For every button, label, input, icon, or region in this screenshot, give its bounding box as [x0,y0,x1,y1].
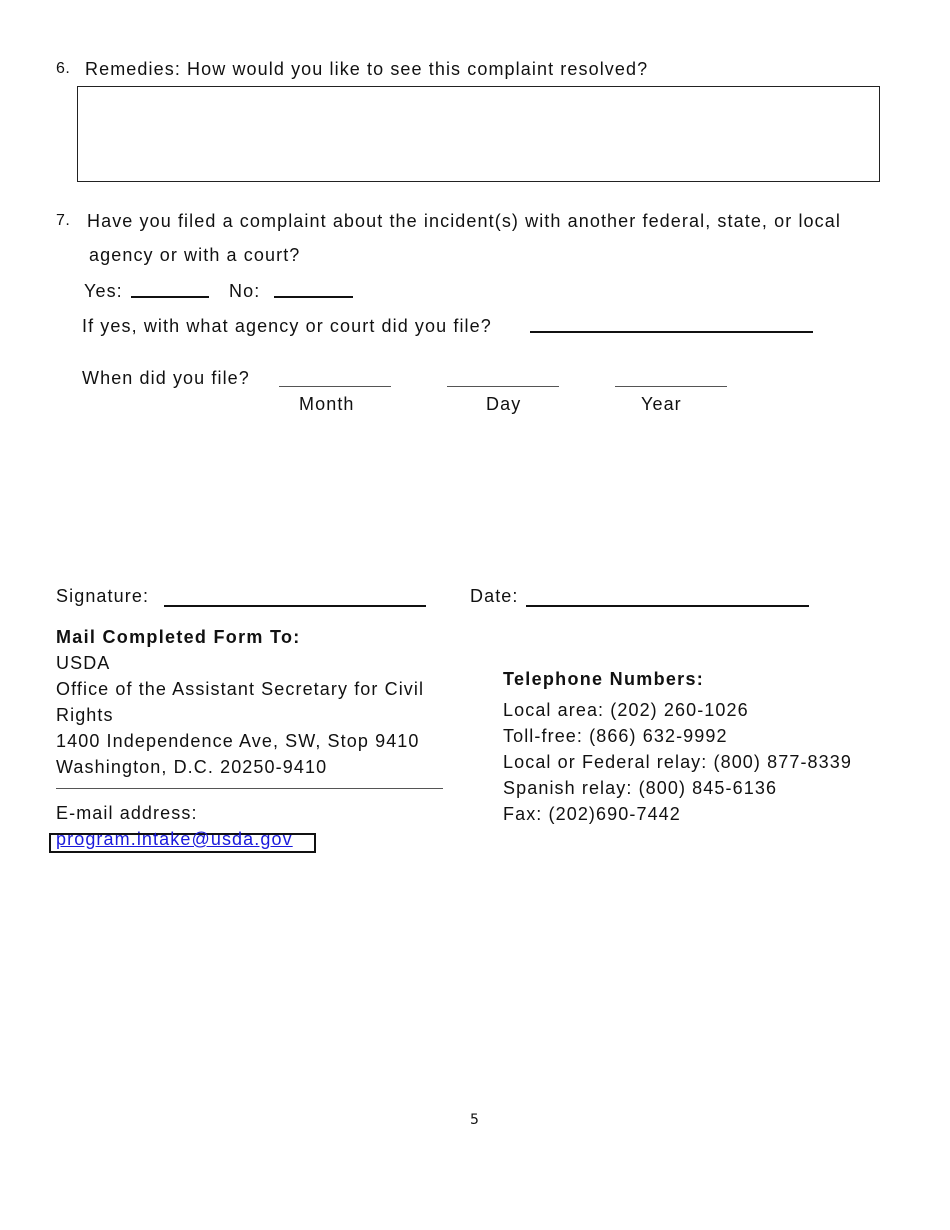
day-label: Day [486,394,522,414]
yes-label: Yes: [84,281,123,301]
phone-fax: Fax: (202)690-7442 [503,804,681,824]
mail-heading: Mail Completed Form To: [56,627,301,647]
phone-toll-free: Toll-free: (866) 632-9992 [503,726,728,746]
signature-blank[interactable] [164,605,426,607]
agency-blank[interactable] [530,331,813,333]
date-blank[interactable] [526,605,809,607]
mail-line-city: Washington, D.C. 20250-9410 [56,757,328,777]
date-label: Date: [470,586,519,606]
phone-spanish-relay: Spanish relay: (800) 845-6136 [503,778,778,798]
month-blank[interactable] [279,386,391,387]
email-label: E-mail address: [56,803,198,823]
mail-line-usda: USDA [56,653,111,673]
remedies-text-box[interactable] [77,86,880,182]
question-7-text-line1: Have you filed a complaint about the incident(s) with another federal, state, or local [87,211,841,231]
phone-local-area: Local area: (202) 260-1026 [503,700,749,720]
question-6-number: 6. [56,60,71,77]
mail-divider [56,788,443,789]
mail-line-rights: Rights [56,705,114,725]
mail-line-street: 1400 Independence Ave, SW, Stop 9410 [56,731,420,751]
yes-blank[interactable] [131,296,209,298]
no-blank[interactable] [274,296,353,298]
signature-label: Signature: [56,586,150,606]
page-number: 5 [470,1112,479,1128]
year-blank[interactable] [615,386,727,387]
question-6-text: Remedies: How would you like to see this complaint resolved? [85,59,649,79]
no-label: No: [229,281,261,301]
question-7-number: 7. [56,212,71,229]
phone-federal-relay: Local or Federal relay: (800) 877-8339 [503,752,852,772]
day-blank[interactable] [447,386,559,387]
email-link[interactable]: program.intake@usda.gov [56,829,293,849]
month-label: Month [299,394,355,414]
mail-line-office: Office of the Assistant Secretary for Civil [56,679,425,699]
phones-heading: Telephone Numbers: [503,669,705,689]
year-label: Year [641,394,682,414]
agency-label: If yes, with what agency or court did you file? [82,316,492,336]
question-7-text-line2: agency or with a court? [89,245,301,265]
when-filed-label: When did you file? [82,368,250,388]
